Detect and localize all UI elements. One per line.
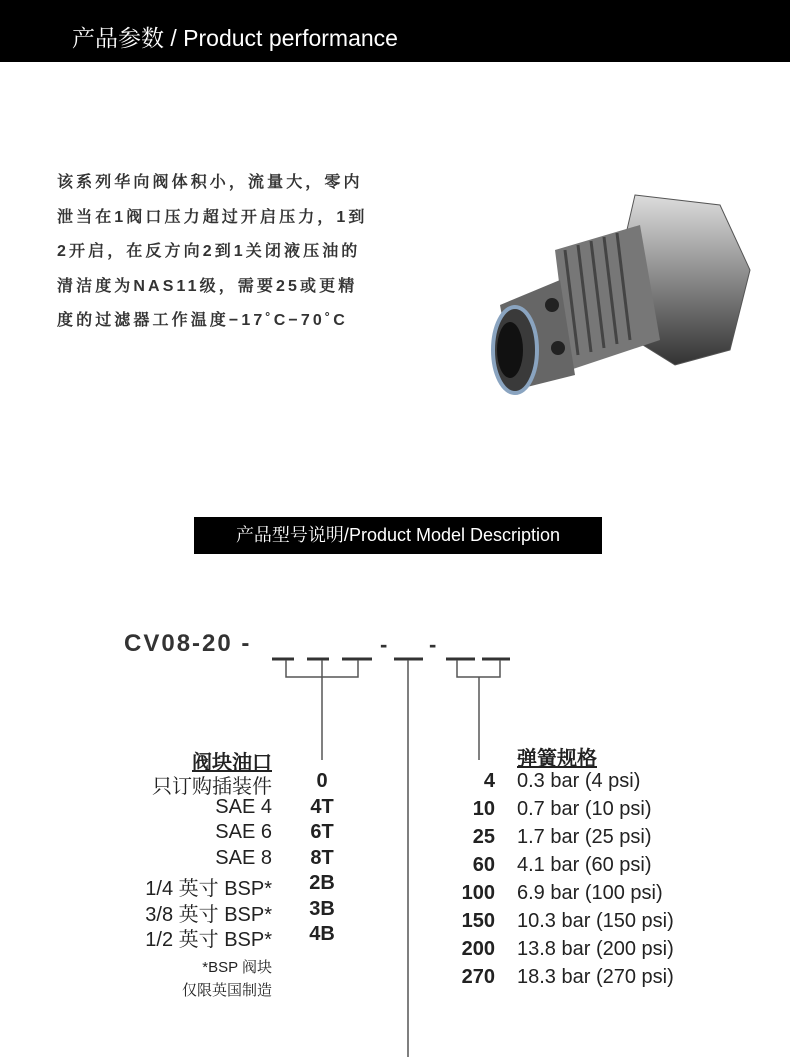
spring-option-value: 1.7 bar (25 psi)	[517, 826, 652, 848]
port-option-label: 1/2 英寸 BSP*	[145, 929, 272, 951]
spring-option-code: 25	[472, 826, 495, 848]
port-option-code: 8T	[310, 846, 334, 869]
description-line: 泄当在1阀口压力超过开启压力，1到	[57, 208, 368, 226]
port-option-label: SAE 4	[215, 795, 272, 818]
spring-option-value: 18.3 bar (270 psi)	[517, 966, 674, 988]
spring-option-code: 100	[461, 882, 495, 904]
port-options-title: 阀块油口	[192, 752, 272, 774]
port-footnote: *BSP 阀块	[202, 959, 272, 976]
port-option-label: SAE 8	[215, 846, 272, 869]
spring-option-code: 150	[461, 910, 495, 932]
model-description-badge: 产品型号说明/Product Model Description	[194, 517, 602, 554]
spring-option-code: 200	[461, 938, 495, 960]
port-option-label: SAE 6	[215, 821, 272, 843]
spring-option-value: 13.8 bar (200 psi)	[517, 938, 674, 960]
port-option-code: 2B	[309, 872, 335, 894]
spring-option-value: 0.3 bar (4 psi)	[517, 770, 641, 792]
spring-option-code: 4	[483, 770, 495, 792]
model-prefix: CV08-20 -	[124, 630, 252, 657]
port-option-code: 4B	[309, 923, 335, 945]
port-footnote: 仅限英国制造	[181, 982, 272, 999]
port-option-code: 0	[316, 770, 328, 792]
spring-option-code: 270	[461, 966, 495, 988]
header-title: 产品参数 / Product performance	[72, 25, 398, 51]
spring-options-title: 弹簧规格	[517, 748, 597, 770]
separator: -	[429, 632, 437, 657]
description-line: 度的过滤器工作温度−17˚C−70˚C	[57, 312, 348, 329]
description-line: 清洁度为NAS11级，需要25或更精	[57, 277, 358, 295]
description-line: 该系列华向阀体积小，流量大，零内	[57, 174, 363, 191]
spring-option-value: 4.1 bar (60 psi)	[517, 854, 652, 876]
spring-option-code: 10	[472, 798, 495, 820]
port-option-label: 只订购插装件	[152, 776, 272, 798]
spring-option-value: 10.3 bar (150 psi)	[517, 910, 674, 932]
port-option-code: 6T	[310, 821, 334, 843]
port-option-label: 1/4 英寸 BSP*	[145, 878, 272, 900]
spring-option-value: 6.9 bar (100 psi)	[517, 882, 663, 904]
port-option-code: 3B	[309, 897, 335, 920]
description-line: 2开启，在反方向2到1关闭液压油的	[57, 243, 361, 260]
port-option-label: 3/8 英寸 BSP*	[145, 903, 272, 926]
spring-option-value: 0.7 bar (10 psi)	[517, 798, 652, 820]
spring-option-code: 60	[472, 854, 495, 876]
port-option-code: 4T	[310, 795, 334, 818]
separator: -	[380, 632, 388, 657]
